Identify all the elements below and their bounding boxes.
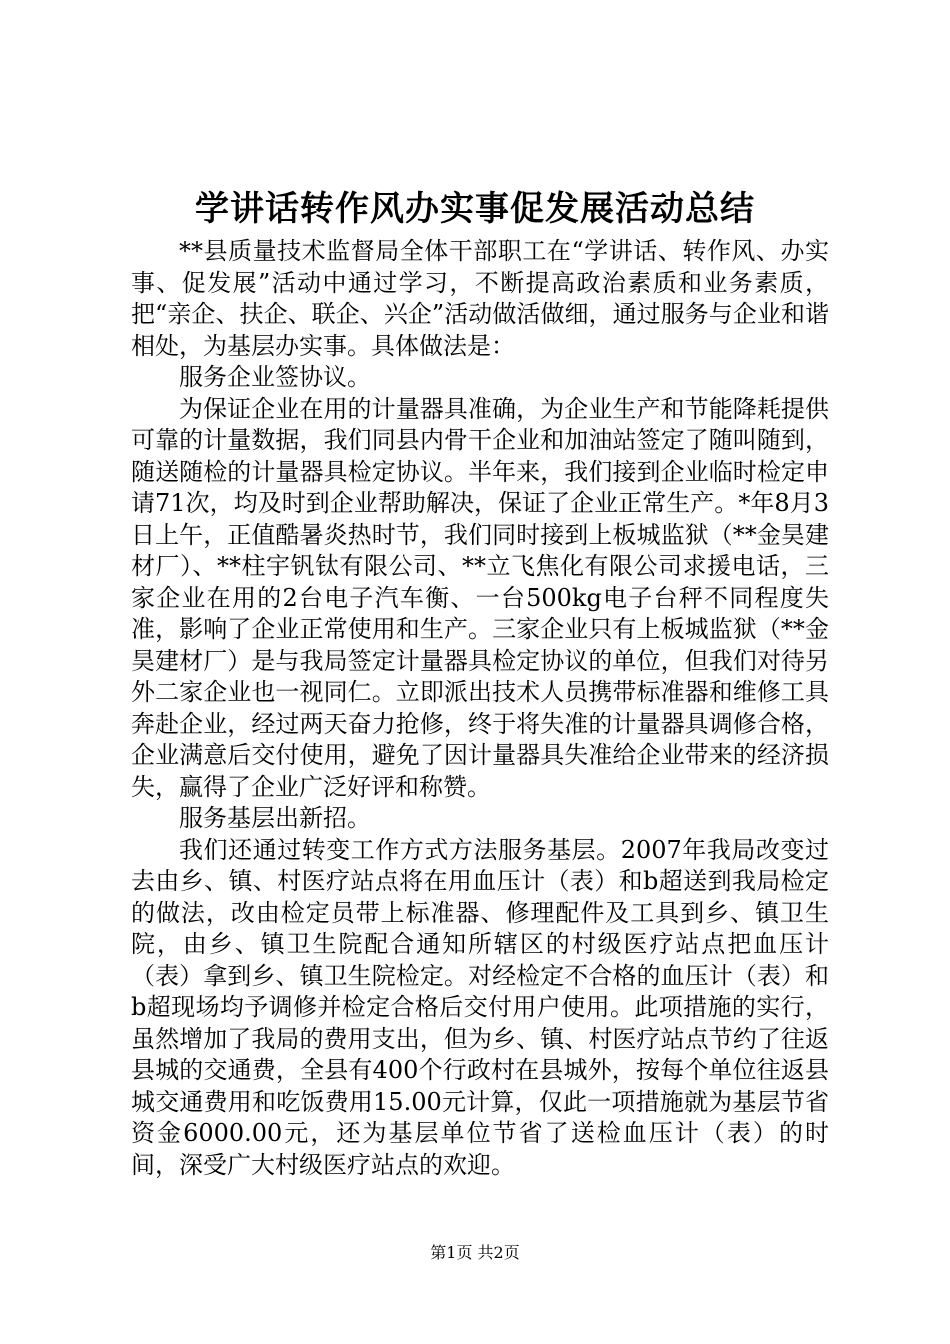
section-heading-enterprise-agreements: 服务企业签协议。 <box>179 363 371 391</box>
paragraph-intro: **县质量技术监督局全体干部职工在“学讲话、转作风、办实事、促发展”活动中通过学习，不断提高政治素质和业务素质，把“亲企、扶企、联企、兴企”活动做活做细，通过服务与企业和谐相处，为基层办实事。具体做法是： <box>131 237 829 360</box>
section-heading-grassroots-service: 服务基层出新招。 <box>179 804 371 832</box>
paragraph-enterprise-service: 为保证企业在用的计量器具准确，为企业生产和节能降耗提供可靠的计量数据，我们同县内骨干企业和加油站签定了随叫随到，随送随检的计量器具检定协议。半年来，我们接到企业临时检定申请71次，均及时到企业帮助解决，保证了企业正常生产。*年8月3日上午，正值酷暑炎热时节，我们同时接到上板城监狱（**金昊建材厂）、**柱宇钒钛有限公司、**立飞焦化有限公司求援电话，三家企业在用的2台电子汽车衡、一台500kg电子台秤不同程度失准，影响了企业正常使用和生产。三家企业只有上板城监狱（**金昊建材厂）是与我局签定计量器具检定协议的单位，但我们对待另外二家企业也一视同仁。立即派出技术人员携带标准器和维修工具奔赴企业，经过两天奋力抢修，终于将失准的计量器具调修合格，企业满意后交付使用，避免了因计量器具失准给企业带来的经济损失，赢得了企业广泛好评和称赞。 <box>131 394 829 801</box>
document-title: 学讲话转作风办实事促发展活动总结 <box>195 189 755 229</box>
page-footer: 第1页 共2页 <box>430 1243 520 1262</box>
paragraph-grassroots-service: 我们还通过转变工作方式方法服务基层。2007年我局改变过去由乡、镇、村医疗站点将在用血压计（表）和b超送到我局检定的做法，改由检定员带上标准器、修理配件及工具到乡、镇卫生院，由乡、镇卫生院配合通知所辖区的村级医疗站点把血压计（表）拿到乡、镇卫生院检定。对经检定不合格的血压计（表）和b超现场均予调修并检定合格后交付用户使用。此项措施的实行，虽然增加了我局的费用支出，但为乡、镇、村医疗站点节约了往返县城的交通费，全县有400个行政村在县城外，按每个单位往返县城交通费用和吃饭费用15.00元计算，仅此一项措施就为基层节省资金6000.00元，还为基层单位节省了送检血压计（表）的时间，深受广大村级医疗站点的欢迎。 <box>131 835 829 1179</box>
document-body <box>131 236 829 1181</box>
